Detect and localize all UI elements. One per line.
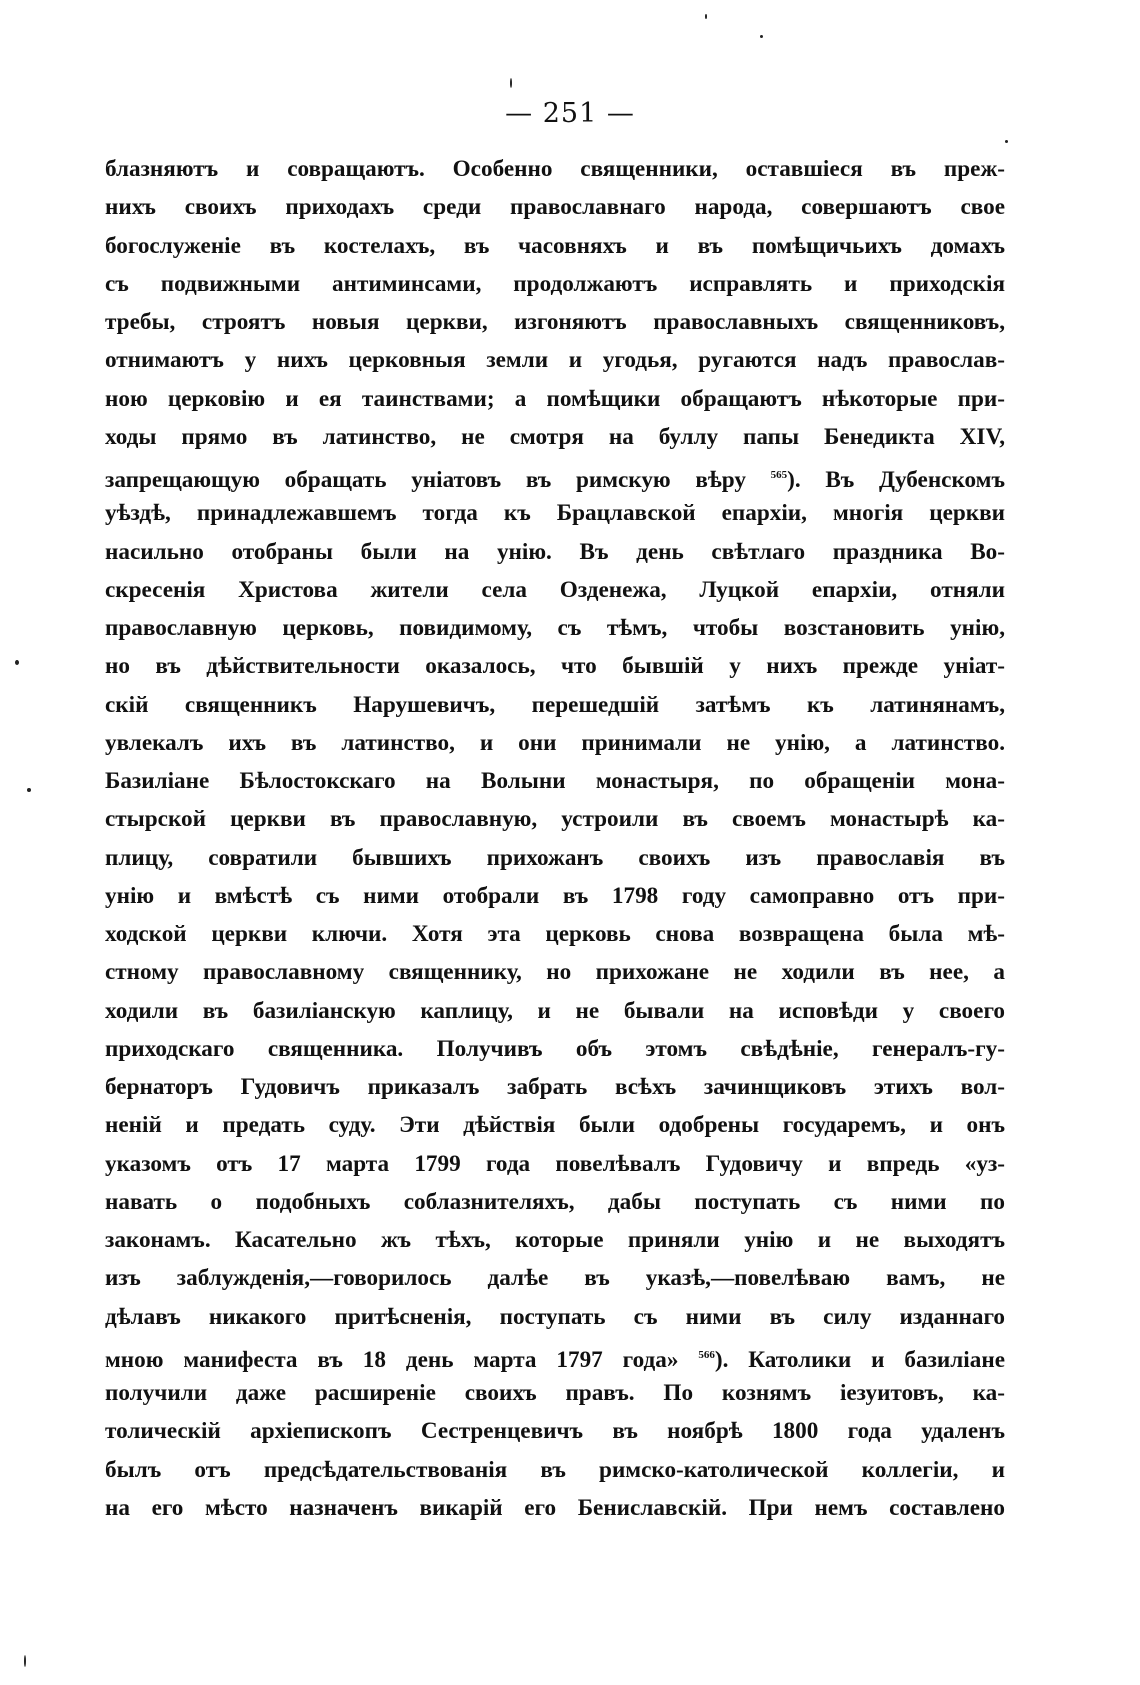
text-line: уѣздѣ, принадлежавшемъ тогда къ Брацлавской епархіи, многія церкви xyxy=(105,500,1005,527)
text-line: богослуженіе въ костелахъ, въ часовняхъ и въ помѣщичьихъ домахъ xyxy=(105,232,1005,259)
page-number: — 251 — xyxy=(505,98,635,129)
text-line: ною церковію и ея таинствами; а помѣщики обращаютъ нѣкоторые при- xyxy=(105,385,1005,412)
text-segment: мною манифеста въ 18 день марта 1797 года» xyxy=(105,1346,679,1373)
text-line: требы, строятъ новыя церкви, изгоняютъ православныхъ священниковъ, xyxy=(105,309,1005,335)
text-line: отнимаютъ у нихъ церковныя земли и угодья, ругаются надъ православ- xyxy=(105,347,1005,374)
text-line: насильно отобраны были на унію. Въ день свѣтлаго праздника Во- xyxy=(105,538,1005,565)
scan-speck xyxy=(760,35,763,38)
scan-speck xyxy=(510,78,512,88)
text-line: навать о подобныхъ соблазнителяхъ, дабы поступать съ ними по xyxy=(105,1188,1005,1215)
text-line: увлекалъ ихъ въ латинство, и они принимали не унію, а латинство. xyxy=(105,729,1005,756)
text-line: блазняютъ и совращаютъ. Особенно священники, оставшіеся въ преж- xyxy=(105,156,1005,182)
text-line: ходы прямо въ латинство, не смотря на буллу папы Бенедикта XIV, xyxy=(105,423,1005,450)
footnote-ref-566: 566 xyxy=(698,1348,715,1361)
text-line: ходской церкви ключи. Хотя эта церковь снова возвращена была мѣ- xyxy=(105,921,1005,947)
text-line: нихъ своихъ приходахъ среди православнаго народа, совершаютъ свое xyxy=(105,194,1005,221)
footnote-ref-565: 565 xyxy=(770,469,788,481)
scan-speck xyxy=(1005,140,1008,143)
scan-speck xyxy=(705,14,707,19)
scan-speck xyxy=(15,660,19,665)
text-line: изъ заблужденія,—говорилось далѣе въ указѣ,—повелѣваю вамъ, не xyxy=(105,1265,1005,1292)
text-line: съ подвижными антиминсами, продолжаютъ исправлять и приходскія xyxy=(105,270,1005,297)
text-line-with-footnote xyxy=(105,1336,1005,1374)
text-line: Базиліане Бѣлостокскаго на Волыни монастыря, по обращеніи мона- xyxy=(105,768,1005,794)
text-line: православную церковь, повидимому, съ тѣмъ, чтобы возстановить унію, xyxy=(105,615,1005,641)
text-line: стырской церкви въ православную, устроили въ своемъ монастырѣ ка- xyxy=(105,806,1005,833)
text-line: указомъ отъ 17 марта 1799 года повелѣвалъ Гудовичу и впредь «уз- xyxy=(105,1150,1005,1177)
text-line: стному православному священнику, но прихожане не ходили въ нее, а xyxy=(105,959,1005,986)
text-line: былъ отъ предсѣдательствованія въ римско-католической коллегіи, и xyxy=(105,1456,1005,1483)
text-segment: ). Католики и базиліане xyxy=(714,1346,1005,1373)
scan-speck xyxy=(24,1655,26,1667)
text-line: скій священникъ Нарушевичъ, перешедшій затѣмъ къ латинянамъ, xyxy=(105,691,1005,718)
text-line: неній и предать суду. Эти дѣйствія были одобрены государемъ, и онъ xyxy=(105,1112,1005,1139)
text-segment: запрещающую обращать уніатовъ въ римскую вѣру xyxy=(105,467,746,493)
text-line: дѣлавъ никакого притѣсненія, поступать съ ними въ силу изданнаго xyxy=(105,1303,1005,1330)
text-line-with-footnote xyxy=(105,456,1005,494)
text-line: унію и вмѣстѣ съ ними отобрали въ 1798 году самоправно отъ при- xyxy=(105,882,1005,909)
text-line: скресенія Христова жители села Озденежа, Луцкой епархіи, отняли xyxy=(105,576,1005,603)
text-line: получили даже расширеніе своихъ правъ. По кознямъ іезуитовъ, ка- xyxy=(105,1380,1005,1406)
text-line: законамъ. Касательно жъ тѣхъ, которые приняли унію и не выходятъ xyxy=(105,1227,1005,1253)
text-line: ходили въ базиліанскую каплицу, и не бывали на исповѣди у своего xyxy=(105,997,1005,1024)
text-segment: ). Въ Дубенскомъ xyxy=(787,467,1005,493)
text-line: на его мѣсто назначенъ викарій его Бениславскій. При немъ составлено xyxy=(105,1494,1005,1521)
text-line: но въ дѣйствительности оказалось, что бывшій у нихъ прежде уніат- xyxy=(105,653,1005,680)
text-line: приходскаго священника. Получивъ объ этомъ свѣдѣніе, генералъ-гу- xyxy=(105,1035,1005,1062)
text-line: плицу, совратили бывшихъ прихожанъ своихъ изъ православія въ xyxy=(105,844,1005,871)
body-text xyxy=(105,150,1005,1527)
text-line: бернаторъ Гудовичъ приказалъ забрать всѣхъ зачинщиковъ этихъ вол- xyxy=(105,1074,1005,1100)
text-line: толическій архіепископъ Сестренцевичъ въ ноябрѣ 1800 года удаленъ xyxy=(105,1418,1005,1445)
scan-speck xyxy=(27,788,31,792)
